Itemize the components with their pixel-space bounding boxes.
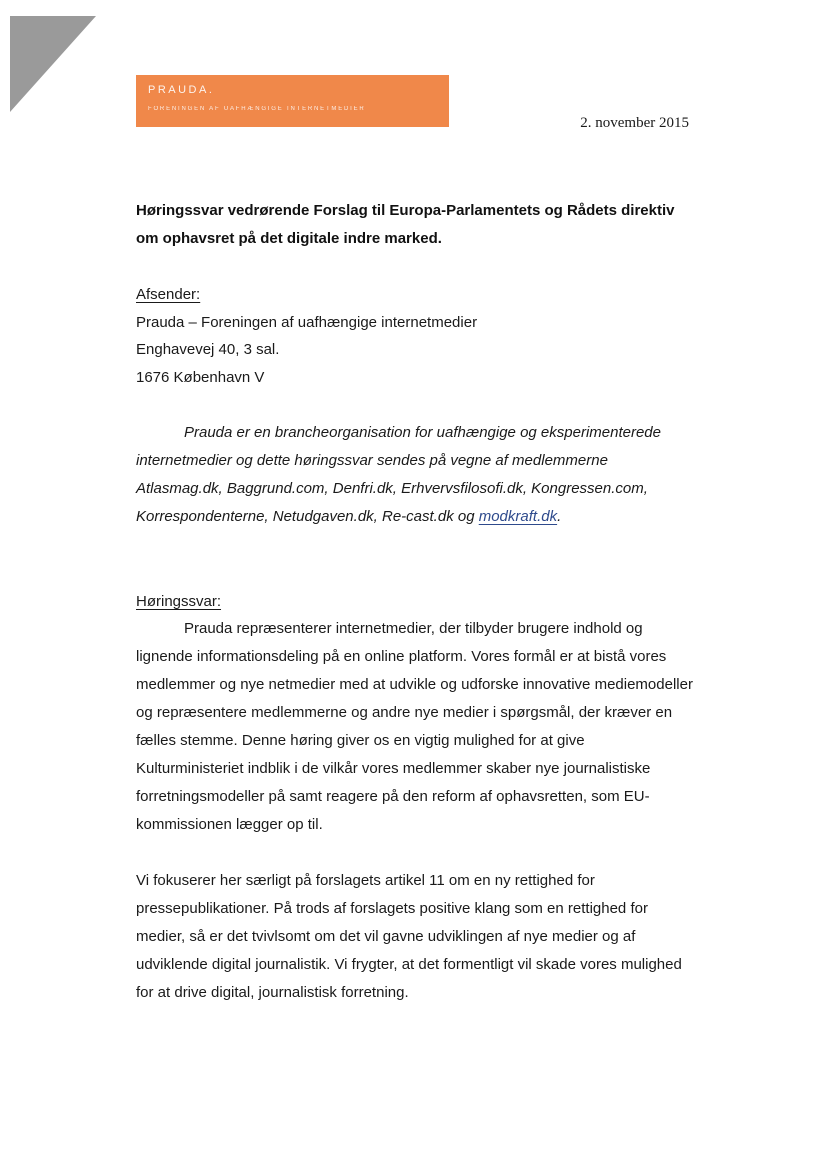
- corner-fold-triangle: [10, 16, 96, 112]
- response-heading: Høringssvar:: [136, 593, 222, 610]
- sender-block: [136, 281, 477, 391]
- prauda-logo: [136, 75, 449, 127]
- sender-line-city: 1676 København V: [136, 368, 265, 386]
- response-paragraph-1: Prauda repræsenterer internetmedier, der tilbyder brugere indhold og lignende informationsdeling på en online platform. Vores formål er at bistå vores medlemmer og nye netmedier med at udvikle og udforske innovative mediemodeller og repræsentere medlemmerne og andre nye medier i spørgsmål, der kræver en fælles stemme. Denne høring giver os en vigtig mulighed for at give Kulturministeriet indblik i de vilkår vores medlemmer skaber nye journalistiske forretningsmodeller på samt reagere på den reform af ophavsretten, som EU-kommissionen lægger op til.: [136, 620, 693, 833]
- intro-text: Prauda er en brancheorganisation for uafhængige og eksperimenterede internetmedier og dette høringssvar sendes på vegne af medlemmerne Atlasmag.dk, Baggrund.com, Denfri.dk, Erhvervsfilosofi.dk, Kongressen.com, Korrespondenterne, Netudgaven.dk, Re-cast.dk og: [136, 424, 661, 525]
- corner-fold-mark: [0, 0, 100, 120]
- sender-line-organization: Prauda – Foreningen af uafhængige internetmedier: [136, 313, 478, 331]
- modkraft-link[interactable]: modkraft.dk: [478, 508, 558, 525]
- intro-end: .: [557, 508, 562, 525]
- intro-paragraph: [136, 419, 696, 531]
- sender-line-street: Enghavevej 40, 3 sal.: [136, 341, 280, 358]
- document-date: 2. november 2015: [580, 115, 689, 131]
- logo-tagline: FORENINGEN AF UAFHÆNGIGE INTERNETMEDIER: [148, 106, 366, 112]
- logo-name: PRAUDA.: [148, 84, 215, 96]
- sender-label: Afsender:: [136, 286, 201, 303]
- document-title: Høringssvar vedrørende Forslag til Europa-Parlamentets og Rådets direktiv om ophavsret på det digitale indre marked.: [136, 202, 675, 247]
- response-paragraph-2: Vi fokuserer her særligt på forslagets artikel 11 om en ny rettighed for pressepublikationer. På trods af forslagets positive klang som en rettighed for medier, så er det tvivlsomt om det vil gavne udviklingen af nye medier og af udviklende digital journalistik. Vi frygter, at det formentligt vil skade vores mulighed for at drive digital, journalistisk forretning.: [136, 872, 682, 1001]
